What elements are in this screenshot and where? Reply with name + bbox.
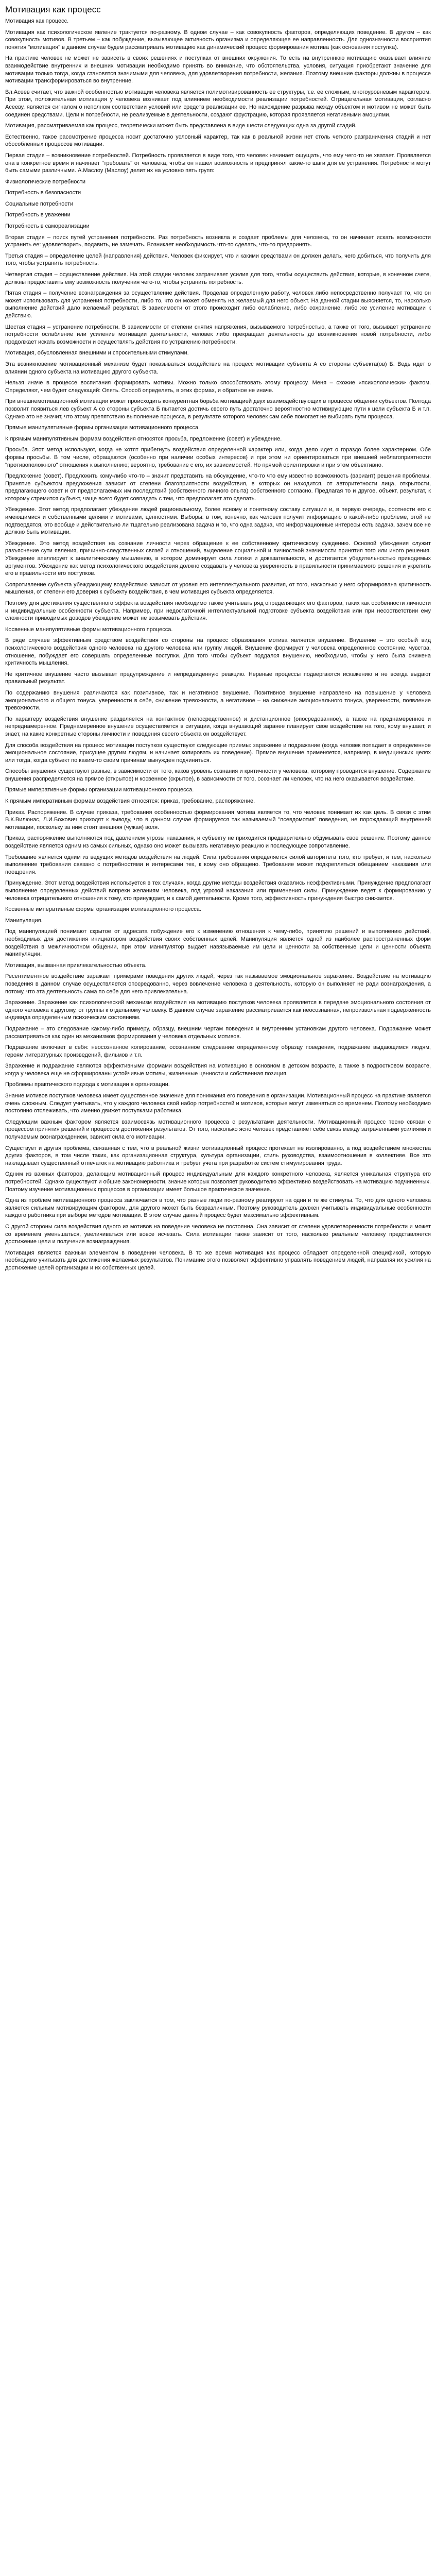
paragraph: При внешнемотивационной мотивации может происходить конкурентная борьба мотивацией двух взаимодействующих в процессе общении субъектов. Полгода позволит появиться лев субъект А со стороны субъекта Б пытается достичь своего путь достаточно вероятностно мотивирующие пути к цели субъекта Б и т.п. Однако это не значит, что этому препятствию выполнение процесса, в результате которого человек сам себе помогает не выбирать пути процесса. <box>5 398 431 420</box>
paragraph: Ресентиментное воздействие заражает примерами поведения других людей, через так называемое эмоциональное заражение. Воздействие на мотивацию поведения в данном случае осуществляется опосредованно, через вовлечение человека в деятельность, которую он выполняет не ради вознаграждения, а потому, что эта деятельность сама по себе для него привлекательна. <box>5 973 431 995</box>
paragraph: Пятая стадия – получение вознаграждения за осуществление действия. Проделав определенную работу, человек либо непосредственно получает то, что он может использовать для устранения потребности, либо то, что он может обменять на желаемый для него объект. На данной стадии выясняется, то, насколько выполнение действий дало желаемый результат. В зависимости от этого происходит либо ослабление, либо сохранение, либо же усиление мотивации к действию. <box>5 290 431 319</box>
paragraph: В ряде случаев эффективным средством воздействия со стороны на процесс образования мотива является внушение. Внушение – это особый вид психологического воздействия одного человека на другого человека или группу людей. Внушение формирует у человека определенное состояние, чувства, отношение, побуждает его совершать определенные поступки. Для того чтобы субъект поддался внушению, необходимо, чтобы у него была снижена критичность мышления. <box>5 637 431 667</box>
paragraph: Убеждение. Этот метод предполагает убеждение людей рациональному, более ясному и понятному составу ситуации и, в первую очередь, соотнести его с имеющимися и собственными целями и мотивами, ценностями. Выборы: в том, конечно, как человек получит информацию о какой-либо проблеме, этой не подтвердятся, это вообще и действительно ли тщательно реализована задача и то, что одна задача, что информационные интересы есть задача, зачем все не должно быть мотивации. <box>5 506 431 536</box>
paragraph: Третья стадия – определение целей (направления) действия. Человек фиксирует, что и какими средствами он должен делать, чего добиться, что получить для того, чтобы устранить потребность. <box>5 252 431 267</box>
paragraph: Способы внушения существуют разные, в зависимости от того, каков уровень сознания и критичности у человека, которому проводится внушение. Содержание внушения распределяется на прямое (открытое) и косвенное (скрытое), в зависимости от того, осознает ли человек, что на него оказывается воздействие. <box>5 768 431 782</box>
paragraph: Приказ. Распоряжение. В случае приказа, требования особенностью формирования мотива является то, что человек понимает их как цель. В связи с этим В.К.Вилюнас, Л.И.Божович приходят к выводу, что в данном случае формируется так называемый "псевдомотив" поведения, не порождающий внутренней мотивации, поскольку за ним стоит внешняя (чужая) воля. <box>5 809 431 831</box>
paragraph: По содержанию внушения различаются как позитивное, так и негативное внушение. Позитивное внушение направлено на повышение у человека эмоционального и общего тонуса, уверенности в себе, снижение тревожности, а негативное – на снижение эмоционального тонуса, уверенности, появление тревожности. <box>5 689 431 711</box>
paragraph: Косвенные императивные формы организации мотивационного процесса. <box>5 906 201 913</box>
paragraph: Под манипуляцией понимают скрытое от адресата побуждение его к изменению отношения к чему-либо, принятию решений и выполнению действий, необходимых для достижения инициатором воздействия своих собственных целей. Манипуляция является одной из наиболее распространенных форм воздействия в межличностном общении, при этом манипулятор выдает навязываемые им цели и ценности за собственные цели и ценности объекта манипуляции. <box>5 928 431 958</box>
paragraph: Одним из важных факторов, делающим мотивационный процесс индивидуальным для каждого конкретного человека, является уникальная структура его потребностей. Однако существуют и общие закономерности, знание которых позволяет руководителю эффективно воздействовать на мотивацию подчиненных. Поэтому изучение мотивационных процессов в организации имеет большое практическое значение. <box>5 1171 431 1193</box>
paragraph: Косвенные манипулятивные формы мотивационного процесса. <box>5 626 173 633</box>
paragraph: Потребность в самореализации <box>5 223 90 230</box>
paragraph: Заражение и подражание являются эффективными формами воздействия на мотивацию в основном в детском возрасте, а также в подростковом возрасте, когда у человека еще не сформированы устойчивые мотивы, жизненные ценности и собственная позиция. <box>5 1063 431 1077</box>
paragraph: Мотивация, обусловленная внешними и спросительными стимулами. <box>5 350 189 357</box>
paragraph: Нельзя иначе в процессе воспитания формировать мотивы. Можно только способствовать этому процессу. Меня – схожие «психологически» фактом. Определяют, чем будет следующий: Опять. Способ определять, в этих формах, и обратное не иначе. <box>5 380 431 394</box>
paragraph: По характеру воздействия внушение разделяется на контактное (непосредственное) и дистанционное (опосредованное), а также на преднамеренное и непреднамеренное. Преднамеренное внушение осуществляется в ситуации, когда внушающий заранее планирует свое воздействие на того, кому внушает, и знает, на какие конкретные стороны личности и поведения своего объекта он воздействует. <box>5 716 431 737</box>
document-page <box>0 0 436 1283</box>
paragraph: Вл.Асеев считает, что важной особенностью мотивации человека является полимотивированность ее структуры, т.е. ее сложным, многоуровневым характером. При этом, положительная мотивация у человека возникает под влиянием необходимости реализации потребностей. Отрицательная мотивация, согласно Асееву, является сигналом о неполном соответствии условий или средств реализации ее. Но нахождение разрыва между объектом и мотивом не может быть соединен средствами. Цели и потребности, не реализуемые в деятельности, создают фрустрацию, которая проявляется негативными эмоциями. <box>5 89 431 118</box>
paragraph: Предложение (совет). Предложить кому-либо что-то – значит представить на обсуждение, что-то что ему известно возможность (вариант) решения проблемы. Принятие субъектом предложения зависит от степени благоприятности воздействия, в которых он находится, от авторитетности лица, открытости, предлагающего совет и от предполагаемых им последствий (собственного личного опыта) собственного согласно. Предлагая то и другое, объект, результат, к которому стремится субъект, чаще всего будет совпадать с тем, что предполагает это сделать. <box>5 473 431 502</box>
paragraph: Существует и другая проблема, связанная с тем, что в реальной жизни мотивационный процесс протекает не изолированно, а под воздействием множества других факторов, в том числе таких, как организационная структура, культура организации, стиль руководства, взаимоотношения в коллективе. Все это накладывает существенный отпечаток на мотивацию работника и требует учета при разработке систем стимулирования труда. <box>5 1145 431 1166</box>
paragraph: К прямым манипулятивным формам воздействия относятся просьба, предложение (совет) и убеждение. <box>5 435 282 442</box>
paragraph: Приказ, распоряжение выполняются под давлением угрозы наказания, и субъекту не приходится предварительно обдумывать свое решение. Поэтому данное воздействие является одним из самых сильных, однако оно может вызывать негативную реакцию и последующее сопротивление. <box>5 835 431 850</box>
paragraph: Сопротивление субъекта убеждающему воздействию зависит от уровня его интеллектуального развития, от того, насколько у него сформирована критичность мышления, от степени его доверия к субъекту воздействия, в чем мотивация субъекта определяется. <box>5 581 431 596</box>
paragraph: Потребность в безопасности <box>5 190 81 196</box>
paragraph: Проблемы практического подхода к мотивации в организации. <box>5 1081 170 1088</box>
paragraph: Естественно, такое рассмотрение процесса носит достаточно условный характер, так как в реальной жизни нет столь четкого разграничения стадий и нет обособленных процессов мотивации. <box>5 133 431 148</box>
document-title: Мотивация как процесс <box>5 5 101 14</box>
paragraph: Мотивация, рассматриваемая как процесс, теоретически может быть представлена в виде шести следующих одна за другой стадий. <box>5 123 357 129</box>
paragraph: Для способа воздействия на процесс мотивации поступков существуют следующие приемы: заражение и подражание (когда человек попадает в определенное эмоциональное состояние, присущее другим людям, и начинает копировать их поведение). Прямое внушение применяется, например, в медицинских целях или тогда, когда субъект по каким-то своим причинам вынужден подчиниться. <box>5 742 431 764</box>
paragraph: Знание мотивов поступков человека имеет существенное значение для понимания его поведения в организации. Мотивационный процесс на практике является очень сложным. Следует учитывать, что у каждого человека свой набор потребностей и мотивов, которые могут изменяться со временем. Поэтому необходимо постоянно отслеживать, что именно движет поступками работника. <box>5 1093 431 1114</box>
paragraph: Убеждение. Это метод воздействия на сознание личности через обращение к ее собственному критическому суждению. Основой убеждения служит разъяснение сути явления, причинно-следственных связей и отношений, выделение социальной и личностной значимости принятия того или иного решения. Убеждение апеллирует к аналитическому мышлению, в котором доминирует сила логики и доказательности, и достигается убедительностью приводимых аргументов. Убеждение как метод психологического воздействия должно создавать у человека уверенность в правильности принимаемого решения и укрепить его в правильности его поступков. <box>5 540 431 577</box>
paragraph: Шестая стадия – устранение потребности. В зависимости от степени снятия напряжения, вызываемого потребностью, а также от того, вызывает устранение потребности ослабление или усиление мотивации деятельности, человек либо прекращает деятельность до возникновения новой потребности, либо продолжает искать возможности и осуществлять действия по устранению потребности. <box>5 324 431 345</box>
document-body <box>5 18 431 1272</box>
paragraph: Заражение. Заражение как психологический механизм воздействия на мотивацию поступков человека проявляется в передаче эмоционального состояния от одного человека к другому, от группы к отдельному человеку. В данном случае заражение рассматривается как неосознанная, непроизвольная подверженность индивида определенным психическим состояниям. <box>5 999 431 1021</box>
paragraph: Просьба. Этот метод используют, когда не хотят прибегнуть воздействия определенной характер или, когда дело идет о гораздо более характерном. Обе формы просьбы. В том числе, обращаются (особенно при наличии особых интересов) и при этом ни ориентироваться при внешней неблагоприятности "противоположного" отношения к выполнению; вероятно, требование с его, их зависимостей. Но прямой ориентировки и при этом объективно. <box>5 447 431 468</box>
paragraph: Принуждение. Этот метод воздействия используется в тех случаях, когда другие методы воздействия оказались неэффективными. Принуждение предполагает выполнение определенных действий вопреки желаниям человека, под угрозой наказания или применения силы. Принуждение ведет к формированию у человека отрицательного отношения к тому, кто принуждает, и к самой деятельности. Кроме того, эффективность принуждения быстро снижается. <box>5 880 431 902</box>
paragraph: Поэтому для достижения существенного эффекта воздействия необходимо также учитывать ряд определяющих его факторов, таких как особенности личности и индивидуальные особенности субъекта. Например, при недостаточной интеллектуальной подготовке субъекта воздействия или при несоответствии ему сложности приводимых доводов убеждение может не возымевать действия. <box>5 600 431 622</box>
paragraph: Четвертая стадия – осуществление действия. На этой стадии человек затрачивает усилия для того, чтобы осуществить действия, которые, в конечном счете, должны предоставить ему возможность получения чего-то, чтобы устранить потребность. <box>5 272 431 285</box>
paragraph: Мотивация как психологическое явление трактуется по-разному. В одном случае – как совокупность факторов, определяющих поведение. В другом – как совокупность мотивов. В третьем – как побуждение, вызывающее активность организма и определяющее ее направленность. Для однозначности восприятия понятия "мотивация" в данном случае будем рассматривать мотивацию как динамический процесс формирования мотива (как основания поступка). <box>5 29 431 50</box>
paragraph: Подражание – это следование какому-либо примеру, образцу, внешним чертам поведения и внутренним установкам другого человека. Подражание может рассматриваться как один из механизмов формирования у человека отдельных мотивов. <box>5 1025 431 1040</box>
paragraph: На практике человек не может не зависеть в своих решениях и поступках от внешних окружения. То есть на внутреннюю мотивацию оказывает влияние взаимодействие внутренних и внешних мотивации необходимо принять во внимание, что обстоятельства, условия, ситуация приобретают значение для мотивации только тогда, когда становятся значимыми для человека, для удовлетворения потребности, желания. Поэтому внешние факторы должны в процессе мотивации трансформироваться во внутренние. <box>5 55 431 84</box>
paragraph: Не критичное внушение часто вызывает предупреждение и непредвиденную реакцию. Нервные процессы подвергаются искажению и не всегда выдают правильный результат. <box>5 671 431 685</box>
paragraph: Потребность в уважении <box>5 212 71 218</box>
paragraph: Физиологические потребности <box>5 178 86 185</box>
paragraph: С другой стороны сила воздействия одного из мотивов на поведение человека не постоянна. Она зависит от степени удовлетворенности потребности и может со временем уменьшаться, увеличиваться или вовсе исчезать. Сила мотивации также зависит от того, насколько реальным человеку представляется достижение цели и получение вознаграждения. <box>5 1223 431 1245</box>
paragraph: Требование является одним из ведущих методов воздействия на людей. Сила требования определяется силой авторитета того, кто требует, и тем, насколько выполнение требования связано с потребностями и интересами тех, к кому оно обращено. Требование может подкрепляться обещанием наказания или поощрения. <box>5 854 431 875</box>
paragraph: Эта возникновение мотивационный механизм будет показываться воздействие на процесс мотивации субъекта А со стороны субъекта(ов) Б. Ведь идет о влиянии одного субъекта на мотивацию другого субъекта. <box>5 361 431 375</box>
paragraph: Социальные потребности <box>5 200 74 207</box>
paragraph: Манипуляция. <box>5 917 43 924</box>
paragraph: Мотивация, вызванная привлекательностью объекта. <box>5 962 147 969</box>
paragraph: Первая стадия – возникновение потребностей. Потребность проявляется в виде того, что человек начинает ощущать, что ему чего-то не хватает. Проявляется она в конкретное время и начинает "требовать" от человека, чтобы он нашел возможность и предпринял какие-то шаги для ее устранения. Потребности могут быть самыми различными. А.Маслоу (Маслоу) делит их на условно пять групп: <box>5 152 431 174</box>
paragraph: Мотивация является важным элементом в поведении человека. В то же время мотивация как процесс обладает определенной спецификой, которую необходимо учитывать для достижения желаемых результатов. Понимание этого позволяет эффективно управлять поведением людей, направляя их усилия на достижение целей организации и их собственных целей. <box>5 1249 431 1271</box>
paragraph: Следующим важным фактором является взаимосвязь мотивационного процесса с результатами деятельности. Мотивационный процесс тесно связан с процессом принятия решений и процессом достижения результатов. От того, насколько ясно человек представляет себе связь между затраченными усилиями и получаемым вознаграждением, зависит сила его мотивации. <box>5 1118 431 1141</box>
paragraph: Прямые манипулятивные формы организации мотивационного процесса. <box>5 425 200 431</box>
paragraph: К прямым императивным формам воздействия относятся: приказ, требование, распоряжение. <box>5 798 255 805</box>
paragraph: Подражание включает в себя: неосознанное копирование, осознанное следование определенному образцу поведения, подражание выдающимся людям, героям литературных произведений, фильмов и т.п. <box>5 1044 431 1058</box>
paragraph: Мотивация как процесс. <box>5 18 69 24</box>
paragraph: Прямые императивные формы организации мотивационного процесса. <box>5 787 194 793</box>
paragraph: Вторая стадия – поиск путей устранения потребности. Раз потребность возникла и создает проблемы для человека, то он начинает искать возможности устранить ее: удовлетворить, подавить, не замечать. Возникает необходимость что-то сделать, что-то предпринять. <box>5 234 431 248</box>
paragraph: Одна из проблем мотивационного процесса заключается в том, что разные люди по-разному реагируют на одни и те же стимулы. То, что для одного человека является сильным мотивирующим фактором, для другого может быть безразличным. Поэтому руководитель должен учитывать индивидуальные особенности каждого работника при выборе методов мотивации. В этом случае данный процесс будет максимально эффективным. <box>5 1197 431 1219</box>
